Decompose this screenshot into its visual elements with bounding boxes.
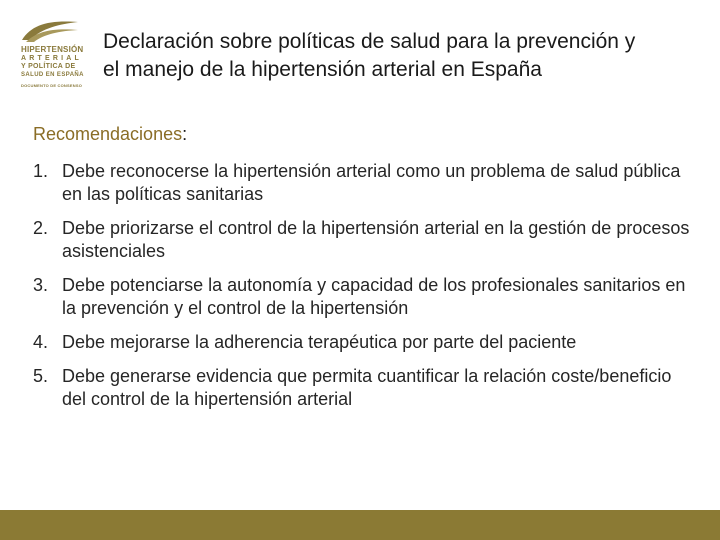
list-item xyxy=(33,365,698,411)
section-heading-text: Recomendaciones xyxy=(33,124,183,144)
list-item xyxy=(33,160,698,206)
item-number: 2. xyxy=(33,218,49,238)
item-text: Debe priorizarse el control de la hipertensión arterial en la gestión de procesos asistenciales xyxy=(62,218,690,261)
logo-line-3: Y POLÍTICA DE xyxy=(21,63,76,70)
logo-line-4: SALUD EN ESPAÑA xyxy=(21,72,84,78)
list-item xyxy=(33,217,698,263)
item-number: 4. xyxy=(33,332,49,352)
item-text: Debe generarse evidencia que permita cuantificar la relación coste/beneficio del control de la hipertensión arterial xyxy=(62,366,672,409)
section-heading-colon: : xyxy=(182,124,188,144)
logo-line-1: HIPERTENSIÓN xyxy=(21,45,84,54)
title-line-2: el manejo de la hipertensión arterial en España xyxy=(103,58,542,81)
recommendation-list xyxy=(33,160,698,422)
logo-line-2: ARTERIAL xyxy=(21,55,82,62)
list-item xyxy=(33,274,698,320)
item-text: Debe mejorarse la adherencia terapéutica por parte del paciente xyxy=(62,332,577,352)
item-number: 5. xyxy=(33,366,49,386)
section-heading xyxy=(33,124,187,145)
title-line-1: Declaración sobre políticas de salud para la prevención y xyxy=(103,30,636,53)
item-number: 3. xyxy=(33,275,49,295)
item-text: Debe potenciarse la autonomía y capacidad de los profesionales sanitarios en la prevención y el control de la hipertensión xyxy=(62,275,686,318)
footer-bar xyxy=(0,510,720,540)
wave-icon xyxy=(20,18,80,44)
page-title xyxy=(103,28,703,84)
item-text: Debe reconocerse la hipertensión arterial como un problema de salud pública en las políticas sanitarias xyxy=(62,161,681,204)
logo xyxy=(18,18,88,94)
item-number: 1. xyxy=(33,161,49,181)
logo-caption: DOCUMENTO DE CONSENSO xyxy=(21,83,83,88)
list-item xyxy=(33,331,698,354)
